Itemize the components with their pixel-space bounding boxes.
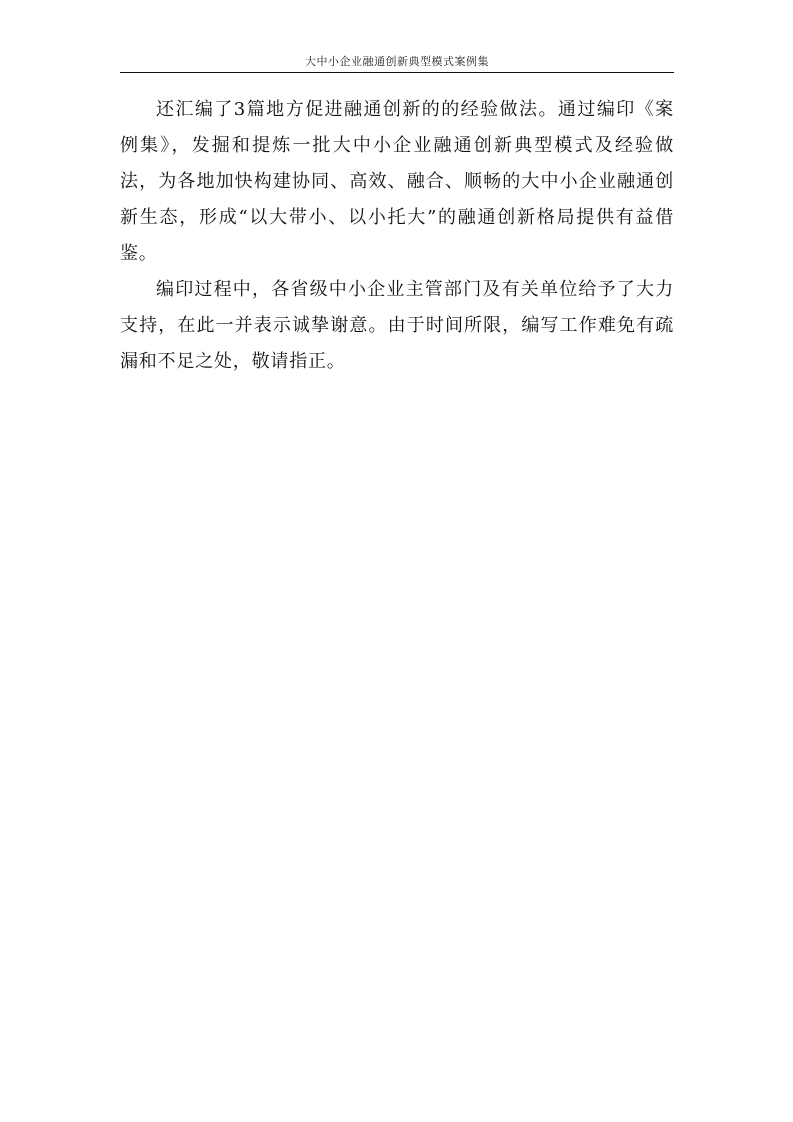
paragraph-1: 还汇编了3篇地方促进融通创新的的经验做法。通过编印《案例集》，发掘和提炼一批大中小企业融通创新典型模式及经验做法，为各地加快构建协同、高效、融合、顺畅的大中小企业融通创新生态，形成“以大带小、以小托大”的融通创新格局提供有益借鉴。 bbox=[120, 99, 674, 264]
document-body bbox=[120, 92, 674, 380]
page-header: 大中小企业融通创新典型模式案例集 bbox=[305, 55, 489, 68]
paragraph-2: 编印过程中，各省级中小企业主管部门及有关单位给予了大力支持，在此一并表示诚挚谢意。由于时间所限，编写工作难免有疏漏和不足之处，敬请指正。 bbox=[120, 279, 674, 372]
header-divider bbox=[120, 72, 674, 73]
